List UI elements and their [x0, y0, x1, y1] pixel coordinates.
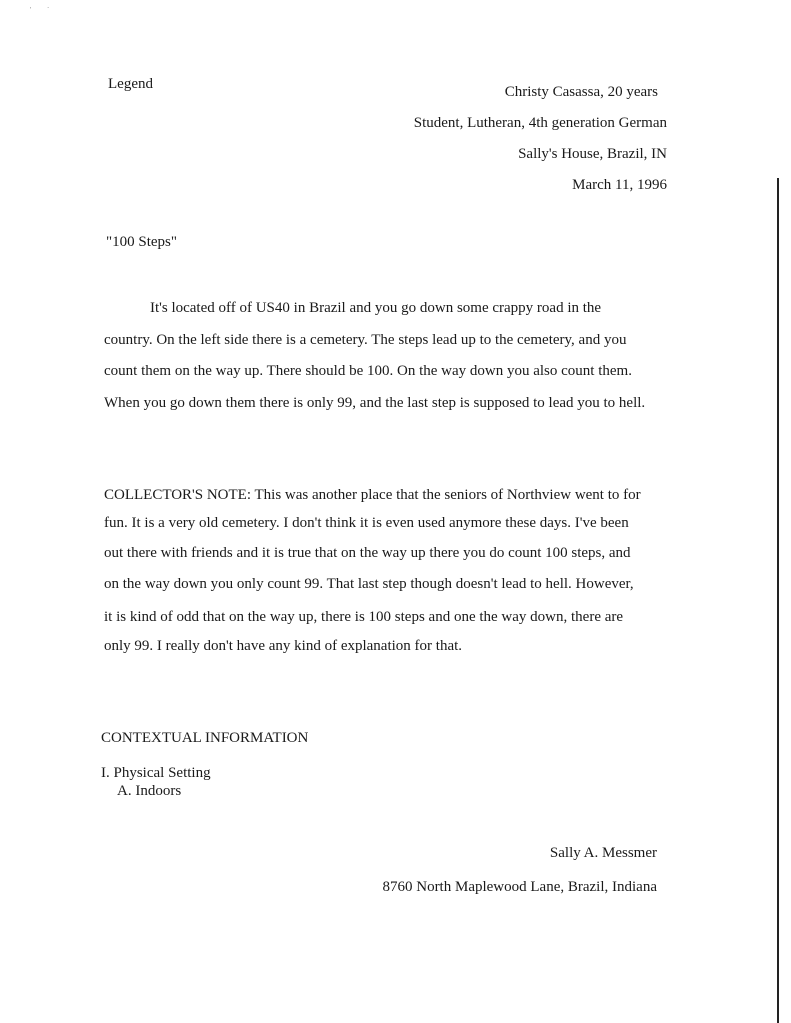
collector-name: Sally A. Messmer: [549, 845, 657, 861]
legend-text-line: country. On the left side there is a cemetery. The steps lead up to the cemetery, and you: [104, 332, 627, 348]
collectors-note-line: only 99. I really don't have any kind of explanation for that.: [104, 638, 463, 654]
scan-speck: ': [30, 6, 32, 14]
contextual-heading: CONTEXTUAL INFORMATION: [101, 730, 309, 746]
contextual-subitem-indoors: A. Indoors: [117, 783, 182, 799]
legend-title: "100 Steps": [106, 234, 178, 250]
genre-label: Legend: [108, 76, 153, 92]
collectors-note-line: COLLECTOR'S NOTE: This was another place that the seniors of Northview went to for: [104, 487, 641, 503]
collectors-note-line: it is kind of odd that on the way up, there is 100 steps and one the way down, there are: [104, 609, 624, 625]
informant-name-age: Christy Casassa, 20 years: [504, 84, 658, 100]
legend-text-line: When you go down them there is only 99, and the last step is supposed to lead you to hell.: [104, 395, 646, 411]
contextual-item-physical-setting: I. Physical Setting: [101, 765, 211, 781]
collection-location: Sally's House, Brazil, IN: [518, 146, 667, 162]
legend-text-line: It's located off of US40 in Brazil and you go down some crappy road in the: [150, 300, 602, 316]
collector-address: 8760 North Maplewood Lane, Brazil, Indiana: [382, 879, 657, 895]
scan-speck: `: [47, 6, 50, 14]
legend-text-line: count them on the way up. There should be 100. On the way down you also count them.: [104, 363, 632, 379]
informant-details: Student, Lutheran, 4th generation German: [413, 115, 667, 131]
collectors-note-line: out there with friends and it is true that on the way up there you do count 100 steps, and: [104, 545, 631, 561]
collectors-note-line: fun. It is a very old cemetery. I don't think it is even used anymore these days. I've been: [104, 515, 629, 531]
collectors-note-line: on the way down you only count 99. That last step though doesn't lead to hell. However,: [104, 576, 634, 592]
scan-edge-line: [777, 178, 779, 1023]
collection-date: March 11, 1996: [572, 177, 667, 193]
